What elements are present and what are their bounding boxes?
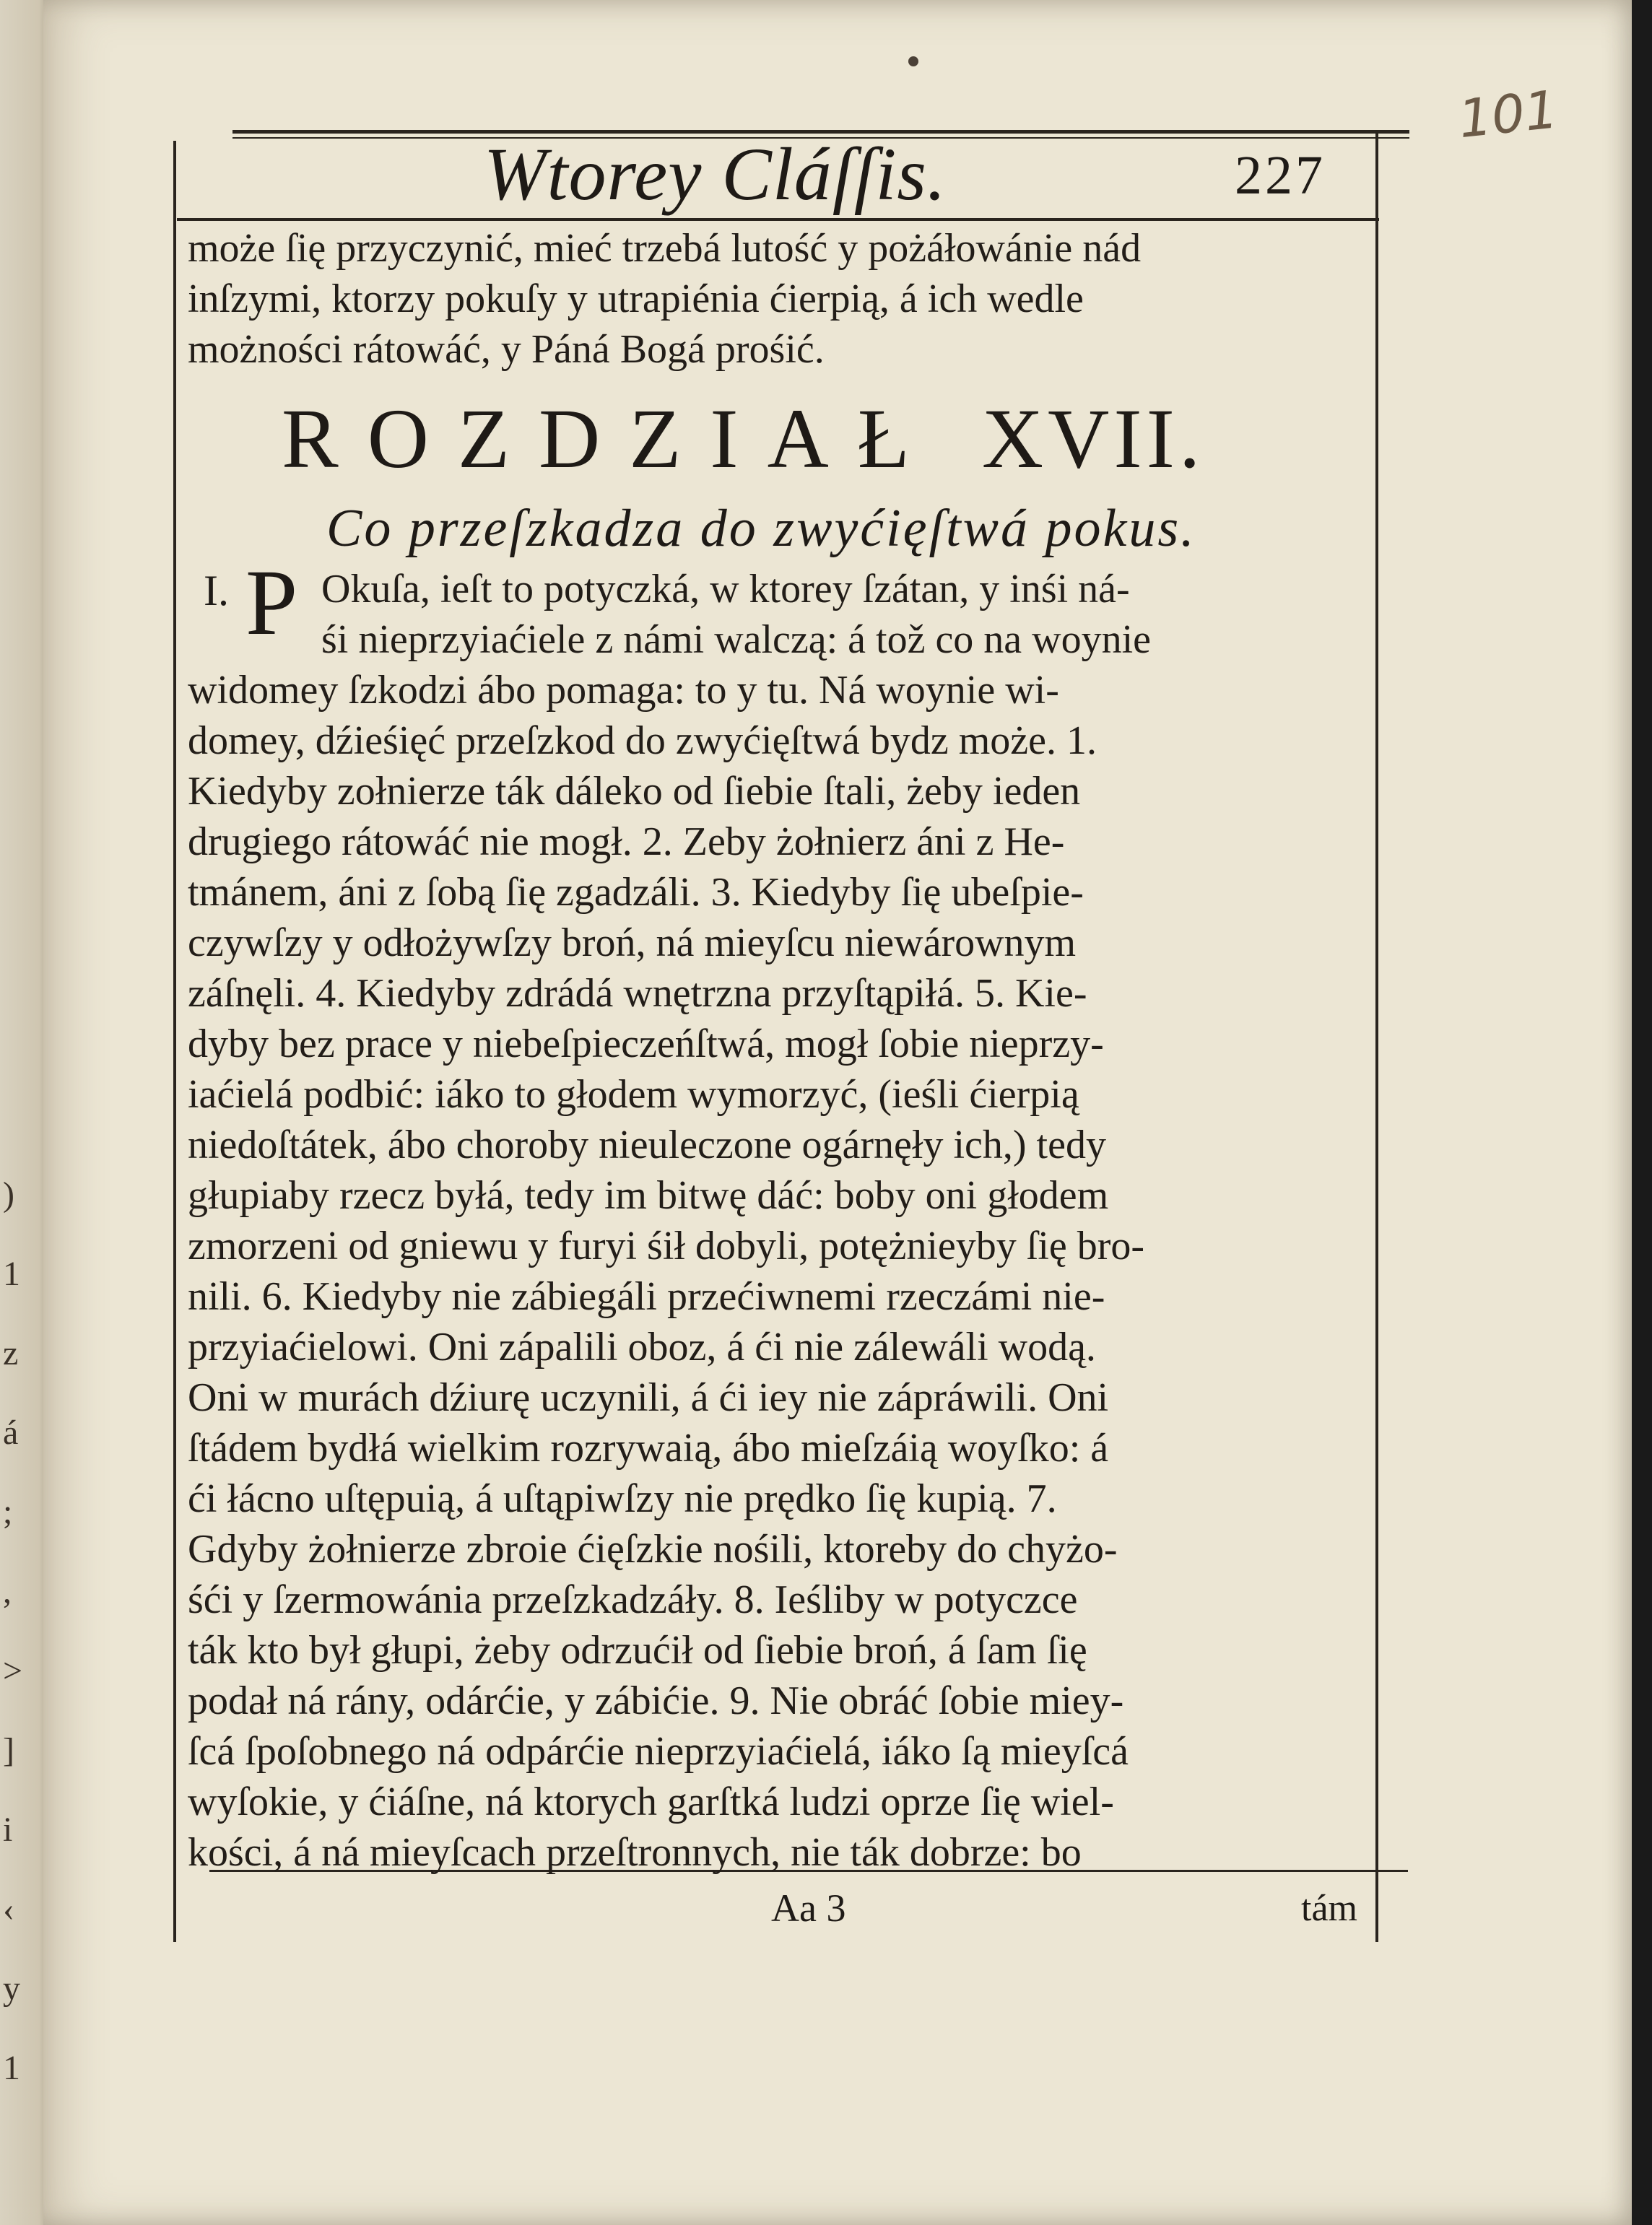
text-line: zmorzeni od gniewu y furyi śił dobyli, potężnieyby ſię bro- <box>188 1224 1145 1268</box>
text-line: záſnęli. 4. Kiedyby zdrádá wnętrzna przyſtąpiłá. 5. Kie- <box>188 971 1087 1016</box>
previous-page-glyphs: ) 1 z á ; , > ] i ‹ y 1 <box>3 1175 23 2087</box>
text-line: ſcá ſpoſobnego ná odpárćie nieprzyiaćielá, iáko ſą mieyſcá <box>188 1729 1129 1774</box>
text-line: domey, dźieśięć przeſzkod do zwyćięſtwá bydz może. 1. <box>188 718 1097 763</box>
chapter-word: ROZDZIAŁ <box>282 391 939 486</box>
text-line: może ſię przyczynić, mieć trzebá lutość y pożáłowánie nád <box>188 226 1142 271</box>
text-line: nili. 6. Kiedyby nie zábiegáli przećiwnemi rzeczámi nie- <box>188 1274 1105 1319</box>
text-line: wyſokie, y ćiáſne, ná ktorych garſtká ludzi oprze ſię wiel- <box>188 1780 1114 1824</box>
text-line: dyby bez prace y niebeſpieczeńſtwá, mogł ſobie nieprzy- <box>188 1022 1104 1066</box>
text-line: ći łácno uſtępuią, á uſtąpiwſzy nie prędko ſię kupią. 7. <box>188 1476 1057 1521</box>
text-line: przyiaćielowi. Oni zápalili oboz, á ći nie zálewáli wodą. <box>188 1325 1096 1370</box>
page-dot <box>908 56 918 66</box>
frame-left-rule <box>173 141 176 1942</box>
text-line: kości, á ná mieyſcach przeſtronnych, nie ták dobrze: bo <box>188 1830 1082 1875</box>
folio-note: 101 <box>1456 79 1561 150</box>
drop-cap: P <box>245 551 298 655</box>
text-line: śi nieprzyiaćiele z námi walczą: á tož co na woynie <box>321 617 1152 662</box>
text-line: Gdyby żołnierze zbroie ćięſzkie nośili, ktoreby do chyżo- <box>188 1527 1118 1572</box>
text-line: podał ná rány, odárćie, y zábićie. 9. Nie obráć ſobie miey- <box>188 1678 1124 1723</box>
text-line: inſzymi, ktorzy pokuſy y utrapiénia ćierpią, á ich wedle <box>188 277 1084 321</box>
text-line: Okuſa, ieſt to potyczká, w ktorey ſzátan, y inśi ná- <box>321 567 1130 611</box>
text-line: głupiaby rzecz byłá, tedy im bitwę dáć: boby oni głodem <box>188 1173 1109 1218</box>
running-title: Wtorey Cláſſis. <box>484 133 947 216</box>
chapter-number: XVII. <box>981 391 1205 486</box>
text-line: śći y ſzermowánia przeſzkadzáły. 8. Ieśliby w potyczce <box>188 1577 1078 1622</box>
chapter-heading <box>282 390 1204 488</box>
text-line: Oni w murách dźiurę uczynili, á ći iey nie zápráwili. Oni <box>188 1375 1109 1420</box>
text-line: tmánem, áni z ſobą ſię zgadzáli. 3. Kiedyby ſię ubeſpie- <box>188 870 1084 915</box>
text-line: ſtádem bydłá wielkim rozrywaią, ábo mieſzáią woyſko: á <box>188 1426 1109 1471</box>
text-line: możności rátowáć, y Páná Bogá prośić. <box>188 327 825 372</box>
text-line: iaćielá podbić: iáko to głodem wymorzyć, (ieśli ćierpią <box>188 1072 1079 1117</box>
text-line: niedoſtátek, ábo choroby nieuleczone ogárnęły ich,) tedy <box>188 1123 1106 1167</box>
catchword: tám <box>1301 1888 1357 1929</box>
text-line: czywſzy y odłożywſzy broń, ná mieyſcu niewárownym <box>188 920 1077 965</box>
text-line: Kiedyby zołnierze ták dáleko od ſiebie ſtali, żeby ieden <box>188 769 1081 814</box>
chapter-subtitle: Co przeſzkadza do zwyćięſtwá pokus. <box>326 499 1196 558</box>
section-number: I. <box>204 567 229 614</box>
text-line: ták kto był głupi, żeby odrzućił od ſiebie broń, á ſam ſię <box>188 1628 1087 1673</box>
frame-right-rule <box>1375 134 1378 1942</box>
page-number: 227 <box>1235 145 1326 206</box>
text-line: drugiego rátowáć nie mogł. 2. Zeby żołnierz áni z He- <box>188 819 1065 864</box>
signature-mark: Aa 3 <box>771 1886 846 1930</box>
text-line: widomey ſzkodzi ábo pomaga: to y tu. Ná woynie wi- <box>188 668 1059 713</box>
header-bottom-rule <box>177 218 1379 221</box>
